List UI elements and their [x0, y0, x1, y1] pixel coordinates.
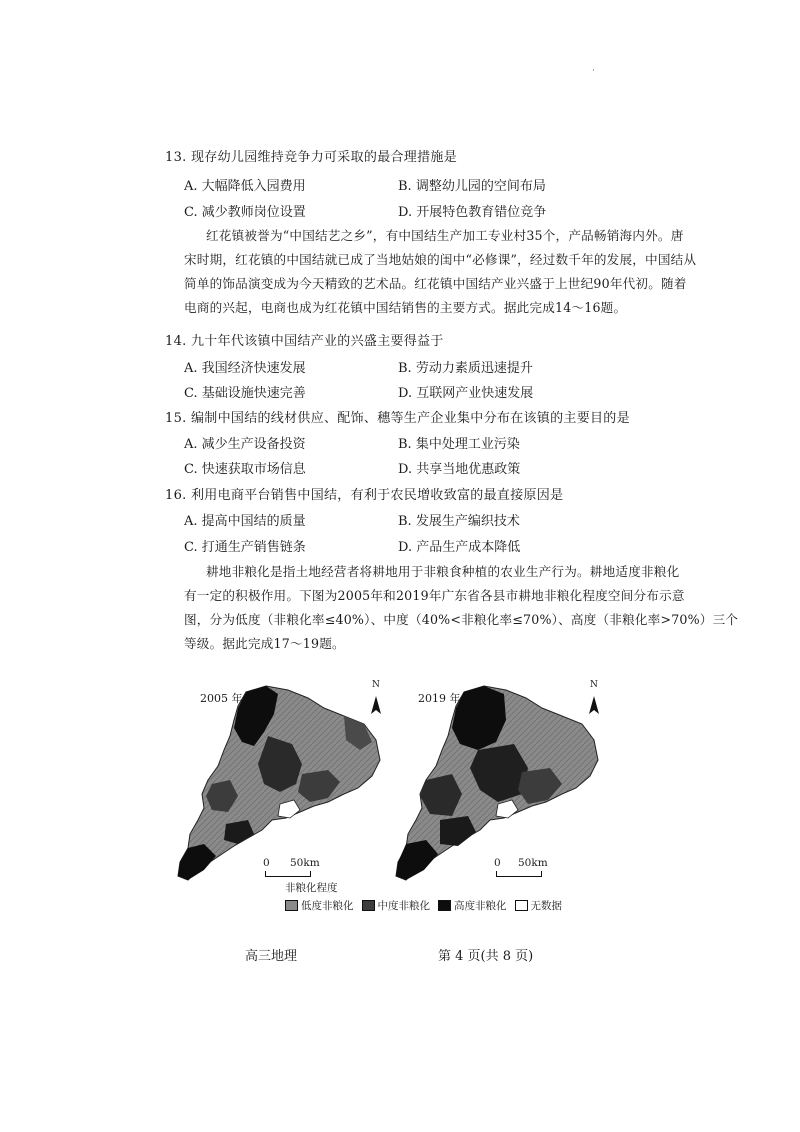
- question-13-option-b: B. 调整幼儿园的空间布局: [398, 179, 546, 194]
- footer-page-number: 第 4 页(共 8 页): [438, 949, 534, 964]
- passage-line: 简单的饰品演变成为今天精致的艺术品。红花镇中国结产业兴盛于上世纪90年代初。随着: [184, 276, 687, 291]
- north-label: N: [372, 680, 380, 690]
- question-15-option-a: A. 减少生产设备投资: [184, 437, 306, 452]
- question-16-option-b: B. 发展生产编织技术: [398, 514, 520, 529]
- north-label: N: [590, 680, 598, 690]
- map-2005-guangdong: [168, 684, 388, 889]
- question-15-stem: 15. 编制中国结的线材供应、配饰、穗等生产企业集中分布在该镇的主要目的是: [165, 411, 630, 426]
- question-13-option-d: D. 开展特色教育错位竞争: [398, 205, 547, 220]
- question-16-option-a: A. 提高中国结的质量: [184, 514, 306, 529]
- map-2019-title: 2019 年: [418, 692, 461, 705]
- question-15-option-c: C. 快速获取市场信息: [184, 462, 306, 477]
- legend-swatch: [515, 900, 528, 911]
- question-16-stem: 16. 利用电商平台销售中国结，有利于农民增收致富的最直接原因是: [165, 488, 564, 503]
- legend-swatch: [362, 900, 375, 911]
- passage-line: 有一定的积极作用。下图为2005年和2019年广东省各县市耕地非粮化程度空间分布示意: [184, 588, 685, 603]
- legend-label: 低度非粮化: [301, 900, 354, 912]
- passage-hongua-chinese-knot: [184, 224, 697, 320]
- passage-line: 电商的兴起，电商也成为红花镇中国结销售的主要方式。据此完成14～16题。: [184, 300, 627, 315]
- legend-item-high: [438, 898, 507, 913]
- passage-line: 图，分为低度（非粮化率≤40%）、中度（40%<非粮化率≤70%）、高度（非粮化率>70%）三个: [184, 612, 739, 627]
- passage-line: 红花镇被誉为“中国结艺之乡”，有中国结生产加工专业村35个，产品畅销海内外。唐: [206, 228, 684, 243]
- legend: [285, 898, 562, 913]
- legend-item-low: [285, 898, 354, 913]
- question-16-option-c: C. 打通生产销售链条: [184, 540, 306, 555]
- legend-item-no-data: [515, 898, 563, 913]
- scale-bar: [265, 871, 311, 877]
- question-16-option-d: D. 产品生产成本降低: [398, 540, 521, 555]
- footer-subject: 高三地理: [245, 949, 298, 964]
- question-13-option-a: A. 大幅降低入园费用: [184, 179, 306, 194]
- legend-title: 非粮化程度: [285, 882, 338, 894]
- question-14-option-d: D. 互联网产业快速发展: [398, 386, 534, 401]
- question-14-option-b: B. 劳动力素质迅速提升: [398, 361, 533, 376]
- question-13-stem: 13. 现存幼儿园维持竞争力可采取的最合理措施是: [165, 150, 458, 165]
- scale-label: 50km: [518, 857, 548, 869]
- north-arrow-icon: [368, 686, 384, 716]
- question-14-option-a: A. 我国经济快速发展: [184, 361, 306, 376]
- north-arrow-icon: [586, 686, 602, 716]
- question-15-option-d: D. 共享当地优惠政策: [398, 462, 521, 477]
- legend-label: 中度非粮化: [377, 900, 430, 912]
- question-14-stem: 14. 九十年代该镇中国结产业的兴盛主要得益于: [165, 334, 444, 349]
- passage-line: 宋时期，红花镇的中国结就已成了当地姑娘的闺中“必修课”，经过数千年的发展，中国结从: [184, 252, 697, 267]
- question-14-option-c: C. 基础设施快速完善: [184, 386, 306, 401]
- scale-bar: [496, 871, 542, 877]
- scale-zero: 0: [494, 857, 501, 869]
- legend-swatch: [285, 900, 298, 911]
- question-13-option-c: C. 减少教师岗位设置: [184, 205, 306, 220]
- legend-item-medium: [362, 898, 431, 913]
- scale-zero: 0: [263, 857, 270, 869]
- passage-farmland-non-grain: [184, 560, 739, 656]
- high-region: [224, 820, 254, 844]
- legend-label: 高度非粮化: [454, 900, 507, 912]
- page-mark: ·: [592, 66, 595, 76]
- passage-line: 耕地非粮化是指土地经营者将耕地用于非粮食种植的农业生产行为。耕地适度非粮化: [206, 564, 680, 579]
- legend-swatch: [438, 900, 451, 911]
- question-15-option-b: B. 集中处理工业污染: [398, 437, 520, 452]
- legend-label: 无数据: [530, 900, 562, 912]
- passage-line: 等级。据此完成17～19题。: [184, 636, 345, 651]
- scale-label: 50km: [290, 857, 320, 869]
- map-2005-title: 2005 年: [200, 692, 243, 705]
